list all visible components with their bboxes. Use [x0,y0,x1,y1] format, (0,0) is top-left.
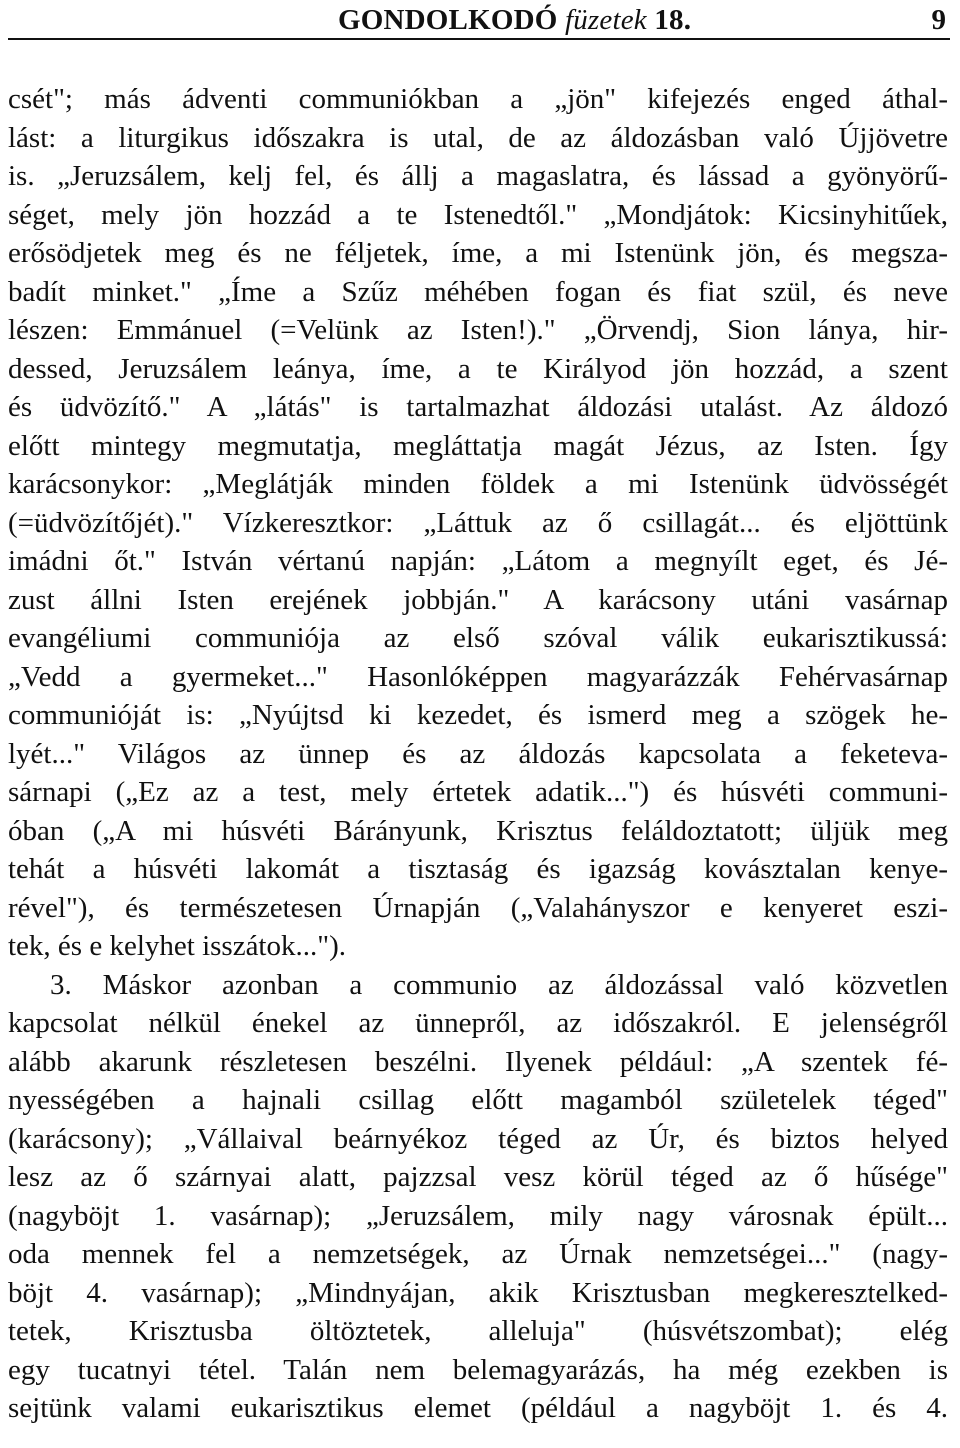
text-line: karácsonykor: „Meglátják minden földek a mi Istenünk üdvösségét [8,468,948,500]
issue-number: 18. [654,4,692,36]
text-line: lesz az ő szárnyai alatt, pajzzsal vesz körül téged az ő hűsége" [8,1161,948,1193]
text-line: badít minket." „Íme a Szűz méhében fogan és fiat szül, és neve [8,275,948,308]
text-line: sejtünk valami eukarisztikus elemet (például a nagyböjt 1. és 4. [8,1392,948,1424]
text-line: böjt 4. vasárnap); „Mindnyájan, akik Krisztusban megkeresztelked- [8,1276,948,1309]
text-line: is. „Jeruzsálem, kelj fel, és állj a magaslatra, és lássad a gyönyörű- [8,160,948,192]
body-text [8,80,948,1428]
text-line: imádni őt." István vértanú napján: „Látom a megnyílt eget, és Jé- [8,545,948,577]
text-line: communióját is: „Nyújtsd ki kezedet, és ismerd meg a szögek he- [8,699,948,731]
text-line: evangéliumi communiója az első szóval válik eukarisztikussá: [8,622,948,654]
text-line: előtt mintegy megmutatja, megláttatja magát Jézus, az Isten. Így [8,429,948,462]
text-line: csét"; más ádventi communiókban a „jön" kifejezés enged áthal- [8,83,948,115]
text-line: nyességében a hajnali csillag előtt magamból születelek téged" [8,1084,948,1116]
text-line: dessed, Jeruzsálem leánya, íme, a te Királyod jön hozzád, a szent [8,352,948,385]
text-line: alább akarunk részletesen beszélni. Ilyenek például: „A szentek fé- [8,1045,948,1078]
text-line: erősödjetek meg és ne féljetek, íme, a mi Istenünk jön, és megsza- [8,237,948,269]
text-line: séget, mely jön hozzád a te Istenedtől." „Mondjátok: Kicsinyhitűek, [8,198,948,231]
journal-title [338,4,691,37]
text-line: kapcsolat nélkül énekel az ünnepről, az időszakról. E jelenségről [8,1007,948,1039]
text-line: lást: a liturgikus időszakra is utal, de az áldozásban való Újjövetre [8,121,948,154]
text-line: tehát a húsvéti lakomát a tisztaság és igazság kovásztalan kenye- [8,853,948,885]
journal-name: GONDOLKODÓ [338,4,558,36]
running-header [8,2,950,40]
text-line: (karácsony); „Vállaival beárnyékoz téged az Úr, és biztos helyed [8,1122,948,1155]
text-line: 3. Máskor azonban a communio az áldozással való közvetlen [50,968,948,1001]
text-line: tetek, Krisztusba öltöztetek, alleluja" (húsvétszombat); elég [8,1315,948,1347]
text-line: zust állni Isten erejének jobbján." A karácsony utáni vasárnap [8,583,948,616]
text-line: sárnapi („Ez az a test, mely értetek adatik...") és húsvéti communi- [8,776,948,808]
text-line: oda mennek fel a nemzetségek, az Úrnak nemzetségei..." (nagy- [8,1238,948,1270]
text-line: és üdvözítő." A „látás" is tartalmazhat áldozási utalást. Az áldozó [8,391,948,423]
text-line: egy tucatnyi tétel. Talán nem belemagyarázás, ha még ezekben is [8,1353,948,1386]
text-line: lészen: Emmánuel (=Velünk az Isten!)." „Örvendj, Sion lánya, hir- [8,314,948,346]
text-line: óban („A mi húsvéti Bárányunk, Krisztus feláldoztatott; üljük meg [8,814,948,847]
text-line: „Vedd a gyermeket..." Hasonlóképpen magyarázzák Fehérvasárnap [8,660,948,693]
journal-series: füzetek [564,4,647,36]
text-line: (nagyböjt 1. vasárnap); „Jeruzsálem, mily nagy városnak épült... [8,1199,948,1232]
text-line: lyét..." Világos az ünnep és az áldozás kapcsolata a feketeva- [8,737,948,770]
text-line: rével"), és természetesen Úrnapján („Valahányszor e kenyeret eszi- [8,891,948,924]
text-line: tek, és e kelyhet isszátok..."). [8,930,346,962]
page-number: 9 [931,4,946,36]
text-line: (=üdvözítőjét)." Vízkeresztkor: „Láttuk az ő csillagát... és eljöttünk [8,506,948,539]
